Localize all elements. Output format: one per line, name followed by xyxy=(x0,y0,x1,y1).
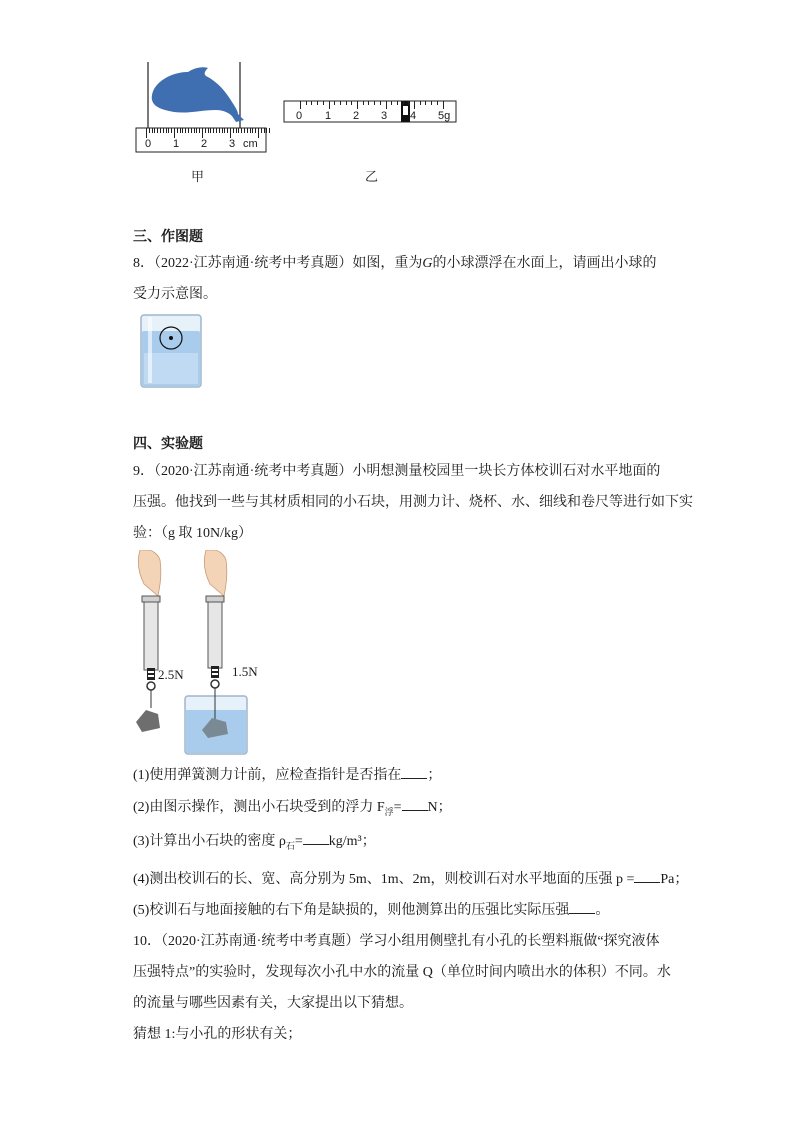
ruler-tick-mark xyxy=(208,128,209,133)
ruler-tick-mark xyxy=(264,128,265,133)
ruler-tick-mark xyxy=(171,128,172,133)
ruler-tick-mark xyxy=(241,128,242,133)
stone-icon xyxy=(136,710,160,732)
ruler-tick-mark xyxy=(386,101,387,109)
ruler-tick-mark xyxy=(252,128,253,133)
figure-label-jia: 甲 xyxy=(191,169,205,184)
ruler-tick-mark xyxy=(351,101,352,105)
q9-sub2-subscript: 浮 xyxy=(384,806,394,817)
ruler-b-tick-4: 4 xyxy=(410,110,417,122)
ruler-tick-mark xyxy=(210,128,211,133)
ruler-tick-mark xyxy=(368,101,369,105)
ruler-tick-mark xyxy=(311,101,312,105)
ruler-tick-mark xyxy=(224,128,225,133)
ruler-tick-mark xyxy=(329,101,330,109)
ruler-tick-mark xyxy=(340,101,341,105)
section-heading-experiment: 四、实验题 xyxy=(133,437,203,452)
q9-sub1 xyxy=(133,764,441,786)
ruler-a-unit: cm xyxy=(243,138,258,150)
ruler-b-ticks xyxy=(290,101,440,109)
ruler-tick-mark xyxy=(317,101,318,105)
ruler-tick-mark xyxy=(266,128,267,133)
ruler-tick-mark xyxy=(180,128,181,133)
ruler-tick-mark xyxy=(363,101,364,105)
q8-text-a: 8．（2022·江苏南通·统考中考真题）如图，重为 xyxy=(133,256,423,271)
q9-sub3-end: kg/m³； xyxy=(328,834,376,849)
ruler-tick-mark xyxy=(177,128,178,133)
q9-sub4-text: (4)测出校训石的长、宽、高分别为 5m、1m、2m，则校训石对水平地面的压强 p = xyxy=(133,872,635,887)
figure-label-yi: 乙 xyxy=(365,169,379,184)
q8-text-b: 的小球漂浮在水面上，请画出小球的 xyxy=(432,256,657,271)
q9-sub1-text: (1)使用弹簧测力计前，应检查指针是否指在 xyxy=(133,768,402,783)
ruler-tick-mark xyxy=(154,128,155,133)
q9-sub2-text: (2)由图示操作，测出小石块受到的浮力 F xyxy=(133,800,385,815)
ruler-tick-mark xyxy=(196,128,197,133)
ruler-tick-mark xyxy=(414,101,415,109)
ruler-tick-mark xyxy=(397,101,398,105)
ruler-tick-mark xyxy=(250,128,251,133)
ruler-b-tick-5: 5g xyxy=(438,110,451,122)
ruler-a-tick-0: 0 xyxy=(145,138,152,150)
ruler-tick-mark xyxy=(255,128,256,133)
ruler-tick-mark xyxy=(149,128,150,133)
ruler-tick-mark xyxy=(258,128,259,138)
hand-icon xyxy=(138,550,160,596)
ruler-a-ticks xyxy=(136,128,266,138)
ruler-tick-mark xyxy=(222,128,223,133)
answer-blank[interactable] xyxy=(401,764,427,779)
q8-var-g: G xyxy=(422,256,433,271)
ruler-tick-mark xyxy=(244,128,245,133)
ruler-tick-mark xyxy=(247,128,248,133)
ruler-a-tick-1: 1 xyxy=(173,138,180,150)
q9-sub5-end: 。 xyxy=(595,903,610,918)
q9-sub2-equals: = xyxy=(393,800,402,815)
ruler-tick-mark xyxy=(188,128,189,133)
ruler-tick-mark xyxy=(152,128,153,133)
reading-2-5n: 2.5N xyxy=(158,667,184,682)
ruler-tick-mark xyxy=(261,128,262,133)
q9-line2: 压强。他找到一些与其材质相同的小石块，用测力计、烧杯、水、细线和卷尺等进行如下实 xyxy=(133,495,693,510)
ruler-tick-mark xyxy=(334,101,335,105)
ruler-tick-mark xyxy=(323,101,324,105)
ruler-tick-mark xyxy=(205,128,206,133)
ruler-tick-mark xyxy=(269,128,270,133)
ruler-tick-mark xyxy=(306,101,307,105)
q9-sub5-text: (5)校训石与地面接触的右下角是缺损的，则他测算出的压强比实际压强 xyxy=(133,903,570,918)
q8-line2: 受力示意图。 xyxy=(133,287,217,302)
ruler-tick-mark xyxy=(391,101,392,105)
ruler-tick-mark xyxy=(185,128,186,133)
ruler-tick-mark xyxy=(236,128,237,133)
answer-blank[interactable] xyxy=(402,796,428,811)
q10-line3: 的流量与哪些因素有关，大家提出以下猜想。 xyxy=(133,996,413,1011)
ruler-tick-mark xyxy=(166,128,167,133)
ruler-tick-mark xyxy=(168,128,169,133)
answer-blank[interactable] xyxy=(634,868,660,883)
q10-line1: 10．（2020·江苏南通·统考中考真题）学习小组用侧壁扎有小孔的长塑料瓶做“探究液体 xyxy=(133,934,660,949)
ruler-tick-mark xyxy=(425,101,426,105)
ruler-tick-mark xyxy=(300,101,301,109)
ruler-b-tick-1: 1 xyxy=(325,110,332,122)
ruler-tick-mark xyxy=(374,101,375,105)
q9-sub3 xyxy=(133,830,376,856)
ruler-tick-mark xyxy=(191,128,192,133)
hand-icon xyxy=(204,550,226,596)
q10-line2: 压强特点”的实验时，发现每次小孔中水的流量 Q（单位时间内喷出水的体积）不同。水 xyxy=(133,965,671,980)
q9-sub3-text: (3)计算出小石块的密度 ρ xyxy=(133,834,286,849)
ruler-tick-mark xyxy=(238,128,239,133)
q9-sub4-end: Pa； xyxy=(660,872,689,887)
q9-sub2 xyxy=(133,796,452,822)
ruler-tick-mark xyxy=(408,101,409,105)
q9-sub1-end: ； xyxy=(427,768,442,783)
ruler-tick-mark xyxy=(174,128,175,138)
q8-line1 xyxy=(133,254,656,274)
ruler-tick-mark xyxy=(357,101,358,109)
ruler-tick-mark xyxy=(443,101,444,109)
q9-sub5 xyxy=(133,899,609,921)
ruler-b-tick-0: 0 xyxy=(296,110,303,122)
ruler-tick-mark xyxy=(157,128,158,133)
ruler-tick-mark xyxy=(216,128,217,133)
ruler-b-tick-2: 2 xyxy=(353,110,360,122)
ruler-tick-mark xyxy=(219,128,220,133)
ruler-tick-mark xyxy=(199,128,200,133)
q9-sub3-subscript: 石 xyxy=(285,840,295,851)
ruler-tick-mark xyxy=(194,128,195,133)
q9-line1: 9．（2020·江苏南通·统考中考真题）小明想测量校园里一块长方体校训石对水平地面的 xyxy=(133,464,661,479)
ruler-tick-mark xyxy=(160,128,161,133)
ruler-b-tick-3: 3 xyxy=(381,110,388,122)
answer-blank[interactable] xyxy=(569,899,595,914)
ruler-tick-mark xyxy=(431,101,432,105)
ruler-tick-mark xyxy=(380,101,381,105)
q9-sub3-equals: = xyxy=(294,834,303,849)
ruler-tick-mark xyxy=(420,101,421,105)
ruler-tick-mark xyxy=(437,101,438,105)
ruler-tick-mark xyxy=(230,128,231,138)
dolphin-icon xyxy=(152,67,244,122)
ruler-tick-mark xyxy=(163,128,164,133)
ruler-tick-mark xyxy=(346,101,347,105)
ruler-tick-mark xyxy=(182,128,183,133)
spring-scale-figure xyxy=(130,550,260,760)
ruler-tick-mark xyxy=(233,128,234,133)
reading-1-5n: 1.5N xyxy=(232,664,258,679)
ruler-a-tick-3: 3 xyxy=(229,138,236,150)
ruler-a-tick-2: 2 xyxy=(201,138,208,150)
q9-sub2-end: N； xyxy=(427,800,452,815)
ruler-tick-mark xyxy=(403,101,404,105)
ruler-tick-mark xyxy=(146,128,147,138)
ruler-tick-mark xyxy=(227,128,228,133)
q10-guess1: 猜想 1:与小孔的形状有关； xyxy=(133,1027,302,1042)
answer-blank[interactable] xyxy=(303,830,329,845)
section-heading-drawing: 三、作图题 xyxy=(133,230,203,245)
beaker-ball-figure xyxy=(136,313,206,389)
ruler-tick-mark xyxy=(202,128,203,138)
ruler-tick-mark xyxy=(213,128,214,133)
q9-line3: 验：（g 取 10N/kg） xyxy=(133,526,252,541)
q9-sub4 xyxy=(133,868,688,890)
